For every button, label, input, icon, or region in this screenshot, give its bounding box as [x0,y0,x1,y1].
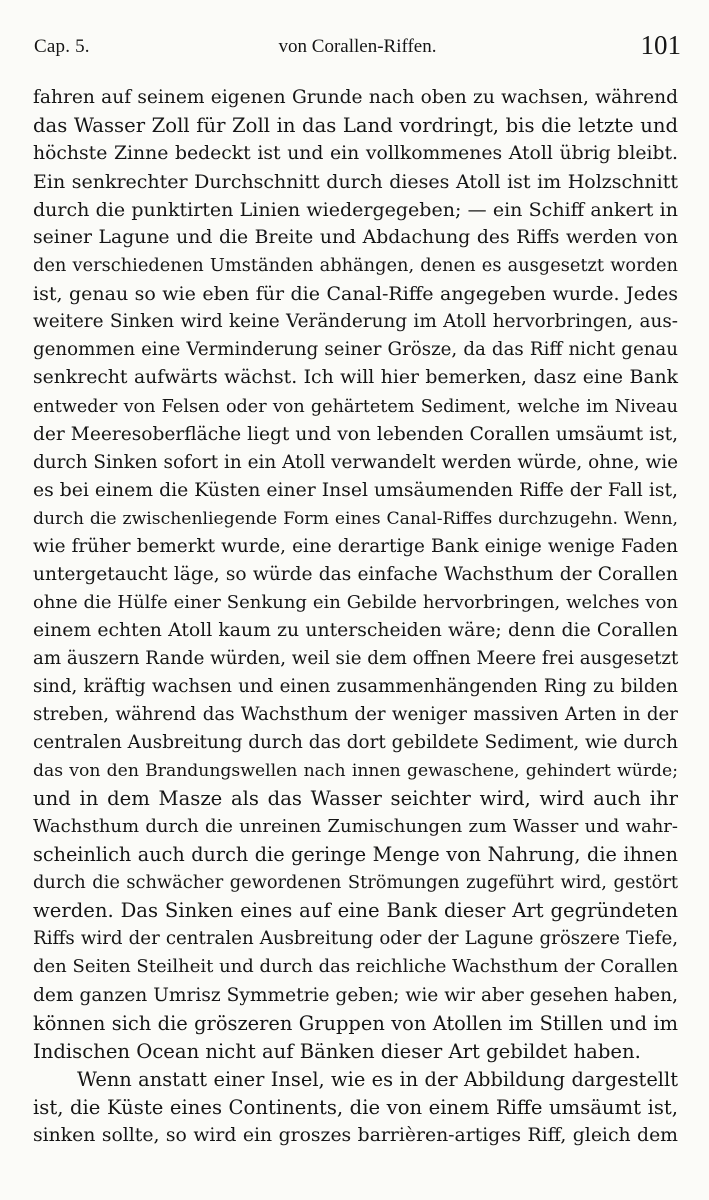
text-line: können sich die gröszeren Gruppen von Atollen im Stillen und im [33,1011,678,1035]
text-line: den Seiten Steilheit und durch das reichliche Wachsthum der Corallen [33,956,679,978]
text-line: weitere Sinken wird keine Veränderung im Atoll hervorbringen, aus- [33,311,678,333]
text-line: durch die schwächer gewordenen Strömungen zugeführt wird, gestört [33,872,678,894]
text-line: ist, genau so wie eben für die Canal-Riffe angegeben wurde. Jedes [33,283,678,306]
text-line: der Meeresoberfläche liegt und von lebenden Corallen umsäumt ist, [33,423,678,445]
text-line: dem ganzen Umrisz Symmetrie geben; wie wir aber gesehen haben, [33,984,678,1006]
text-line: streben, während das Wachsthum der weniger massiven Arten in der [33,704,678,726]
text-line: Indischen Ocean nicht auf Bänken dieser Art gebildet haben. [33,1039,641,1063]
text-line: durch Sinken sofort in ein Atoll verwandelt werden würde, ohne, wie [33,451,678,473]
text-line: am äuszern Rande würden, weil sie dem offnen Meere frei ausgesetzt [33,647,679,669]
text-line: durch die punktirten Linien wiedergegeben; — ein Schiff ankert in [33,199,678,222]
text-line: untergetaucht läge, so würde das einfache Wachsthum der Corallen [33,563,678,585]
text-line: werden. Das Sinken eines auf eine Bank dieser Art gegründeten [33,899,678,923]
text-line: sinken sollte, so wird ein groszes barrièren-artiges Riff, gleich dem [33,1124,678,1146]
text-line: ohne die Hülfe einer Senkung ein Gebilde hervorbringen, welches von [33,591,678,613]
chapter-label: Cap. 5. [34,36,90,57]
text-line: Ein senkrechter Durchschnitt durch dieses Atoll ist im Holzschnitt [33,171,678,194]
body-text [33,84,678,1150]
running-header [34,30,681,64]
text-line: durch die zwischenliegende Form eines Canal-Riffes durchzugehn. Wenn, [33,508,678,529]
text-line: sind, kräftig wachsen und einen zusammenhängenden Ring zu bilden [33,675,678,697]
text-line: centralen Ausbreitung durch das dort gebildete Sediment, wie durch [33,732,678,754]
text-line: genommen eine Verminderung seiner Grösze, da das Riff nicht genau [33,339,678,361]
text-line: Wenn anstatt einer Insel, wie es in der Abbildung dargestellt [77,1067,678,1091]
text-line: das von den Brandungswellen nach innen gewaschene, gehindert würde; [33,761,678,782]
text-line: seiner Lagune und die Breite und Abdachung des Riffs werden von [33,227,678,249]
text-line: den verschiedenen Umständen abhängen, denen es ausgesetzt worden [33,255,678,277]
text-line: entweder von Felsen oder von gehärtetem Sediment, welche im Niveau [33,396,678,417]
text-line: es bei einem die Küsten einer Insel umsäumenden Riffe der Fall ist, [33,479,678,501]
text-line: und in dem Masze als das Wasser seichter wird, wird auch ihr [33,787,678,811]
text-line: senkrecht aufwärts wächst. Ich will hier bemerken, dasz eine Bank [33,367,678,389]
running-title: von Corallen-Riffen. [278,36,437,57]
text-line: Riffs wird der centralen Ausbreitung oder der Lagune gröszere Tiefe, [33,928,678,950]
text-line: ist, die Küste eines Continents, die von einem Riffe umsäumt ist, [33,1095,678,1119]
text-line: wie früher bemerkt wurde, eine derartige Bank einige wenige Faden [33,535,678,557]
page-number: 101 [640,30,681,60]
text-line: das Wasser Zoll für Zoll in das Land vordringt, bis die letzte und [33,114,678,138]
text-line: fahren auf seinem eigenen Grunde nach oben zu wachsen, während [33,87,678,108]
text-line: einem echten Atoll kaum zu unterscheiden wäre; denn die Corallen [33,619,678,641]
text-line: Wachsthum durch die unreinen Zumischungen zum Wasser und wahr- [33,816,678,838]
text-line: höchste Zinne bedeckt ist und ein vollkommenes Atoll übrig bleibt. [33,143,678,165]
text-line: scheinlich auch durch die geringe Menge von Nahrung, die ihnen [33,843,678,867]
